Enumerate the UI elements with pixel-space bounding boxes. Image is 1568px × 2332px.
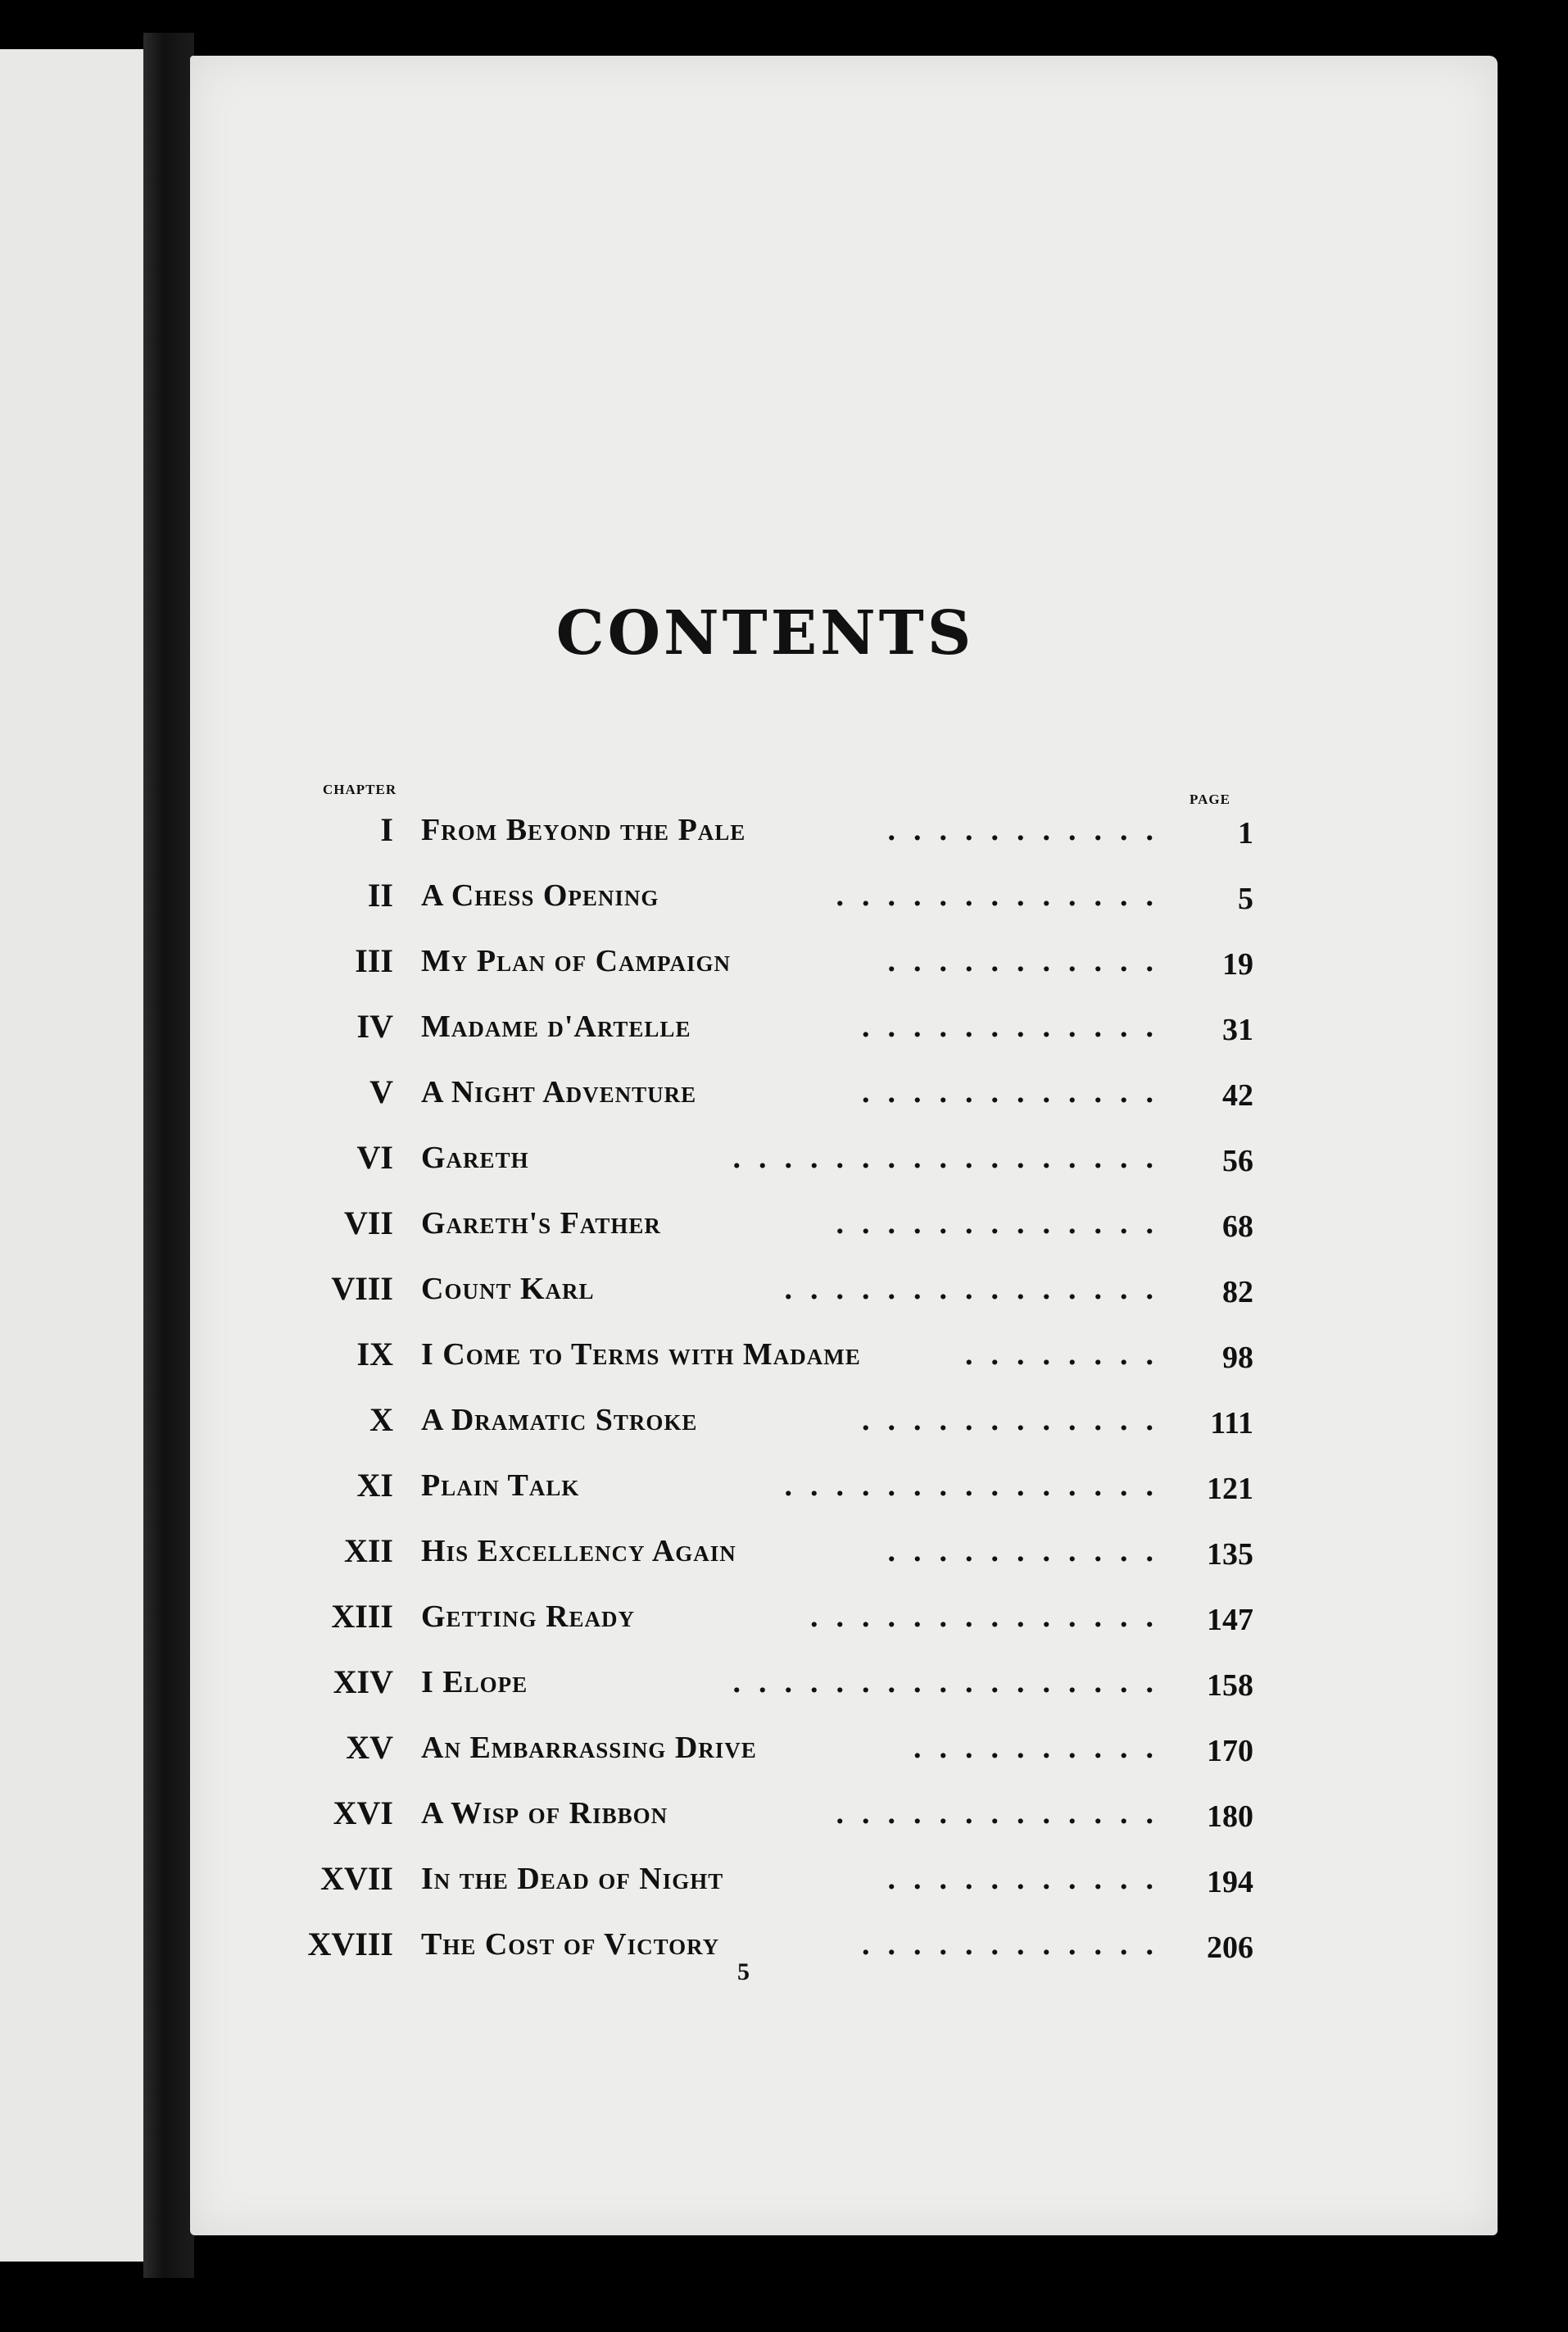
chapter-number: XI — [356, 1467, 393, 1504]
chapter-title: I Come to Terms with Madame — [421, 1337, 861, 1372]
dot-leader: ........... — [887, 813, 1171, 847]
toc-entry — [279, 873, 1253, 938]
chapter-page-number: 170 — [1207, 1734, 1253, 1768]
chapter-title: Count Karl — [421, 1272, 595, 1306]
dot-leader: ........... — [887, 1534, 1171, 1568]
chapter-number: VIII — [331, 1270, 393, 1307]
chapter-page-number: 19 — [1222, 947, 1253, 982]
chapter-title: I Elope — [421, 1665, 528, 1699]
binding-gutter — [143, 33, 194, 2278]
dot-leader: ............ — [862, 1927, 1171, 1962]
chapter-title: Madame d'Artelle — [421, 1009, 691, 1044]
toc-entry — [279, 1266, 1253, 1332]
chapter-title: From Beyond the Pale — [421, 813, 746, 847]
toc-entry — [279, 1397, 1253, 1463]
toc-entry — [279, 807, 1253, 873]
toc-entry — [279, 1463, 1253, 1528]
chapter-page-number: 147 — [1207, 1603, 1253, 1637]
dot-leader: ........... — [887, 1862, 1171, 1896]
toc-entry — [279, 1135, 1253, 1200]
chapter-number: XIV — [333, 1663, 393, 1700]
page-column-heading: PAGE — [1190, 792, 1230, 807]
chapter-title: A Wisp of Ribbon — [421, 1796, 668, 1831]
chapter-number: XII — [343, 1532, 393, 1569]
chapter-title: An Embarrassing Drive — [421, 1731, 757, 1765]
chapter-number: XV — [346, 1729, 393, 1766]
chapter-page-number: 56 — [1222, 1144, 1253, 1178]
chapter-number: V — [369, 1073, 393, 1110]
facing-page-edge — [0, 49, 143, 2262]
chapter-page-number: 135 — [1207, 1537, 1253, 1572]
dot-leader: ............. — [836, 878, 1171, 913]
toc-entry — [279, 1725, 1253, 1790]
chapter-page-number: 111 — [1210, 1406, 1253, 1440]
page-number: 5 — [737, 1958, 750, 1985]
dot-leader: ................. — [732, 1141, 1171, 1175]
chapter-number: IV — [356, 1008, 393, 1045]
chapter-page-number: 180 — [1207, 1799, 1253, 1834]
chapter-number: X — [369, 1401, 393, 1438]
chapter-number: I — [380, 811, 393, 848]
table-of-contents — [279, 807, 1253, 1987]
dot-leader: ............... — [784, 1468, 1171, 1503]
chapter-number: VI — [356, 1139, 393, 1176]
chapter-page-number: 42 — [1222, 1078, 1253, 1113]
chapter-number: XIII — [331, 1598, 393, 1635]
dot-leader: ........ — [965, 1337, 1171, 1372]
dot-leader: ............. — [836, 1206, 1171, 1241]
toc-entry — [279, 1200, 1253, 1266]
chapter-title: Gareth — [421, 1141, 529, 1175]
dot-leader: ............. — [836, 1796, 1171, 1831]
chapter-page-number: 68 — [1222, 1209, 1253, 1244]
chapter-page-number: 158 — [1207, 1668, 1253, 1703]
chapter-title: Gareth's Father — [421, 1206, 661, 1241]
dot-leader: ........... — [887, 944, 1171, 978]
chapter-title: My Plan of Campaign — [421, 944, 731, 978]
chapter-number: III — [355, 942, 393, 979]
chapter-page-number: 31 — [1222, 1013, 1253, 1047]
toc-entry — [279, 1856, 1253, 1921]
dot-leader: ............ — [862, 1009, 1171, 1044]
chapter-title: Plain Talk — [421, 1468, 580, 1503]
chapter-title: The Cost of Victory — [421, 1927, 720, 1962]
toc-entry — [279, 1528, 1253, 1594]
chapter-number: XVIII — [307, 1926, 393, 1962]
chapter-title: A Night Adventure — [421, 1075, 697, 1109]
toc-entry — [279, 1790, 1253, 1856]
chapter-title: A Chess Opening — [421, 878, 659, 913]
toc-entry — [279, 1069, 1253, 1135]
chapter-page-number: 5 — [1238, 882, 1253, 916]
page-title: CONTENTS — [555, 598, 975, 669]
chapter-number: XVI — [333, 1794, 393, 1831]
chapter-page-number: 121 — [1207, 1472, 1253, 1506]
chapter-number: XVII — [320, 1860, 393, 1897]
dot-leader: ............ — [862, 1403, 1171, 1437]
dot-leader: ............ — [862, 1075, 1171, 1109]
dot-leader: .......... — [913, 1731, 1171, 1765]
chapter-title: His Excellency Again — [421, 1534, 736, 1568]
chapter-title: A Dramatic Stroke — [421, 1403, 698, 1437]
toc-entry — [279, 1921, 1253, 1987]
chapter-title: Getting Ready — [421, 1599, 636, 1634]
toc-entry — [279, 1004, 1253, 1069]
chapter-column-heading: CHAPTER — [323, 782, 397, 797]
chapter-page-number: 194 — [1207, 1865, 1253, 1899]
chapter-number: IX — [356, 1336, 393, 1372]
chapter-page-number: 98 — [1222, 1341, 1253, 1375]
dot-leader: ................. — [732, 1665, 1171, 1699]
chapter-title: In the Dead of Night — [421, 1862, 724, 1896]
chapter-page-number: 1 — [1238, 816, 1253, 851]
toc-entry — [279, 938, 1253, 1004]
toc-entry — [279, 1659, 1253, 1725]
chapter-page-number: 82 — [1222, 1275, 1253, 1309]
toc-entry — [279, 1332, 1253, 1397]
chapter-page-number: 206 — [1207, 1930, 1253, 1965]
chapter-number: VII — [343, 1205, 393, 1241]
dot-leader: .............. — [810, 1599, 1171, 1634]
chapter-number: II — [367, 877, 393, 914]
toc-entry — [279, 1594, 1253, 1659]
dot-leader: ............... — [784, 1272, 1171, 1306]
